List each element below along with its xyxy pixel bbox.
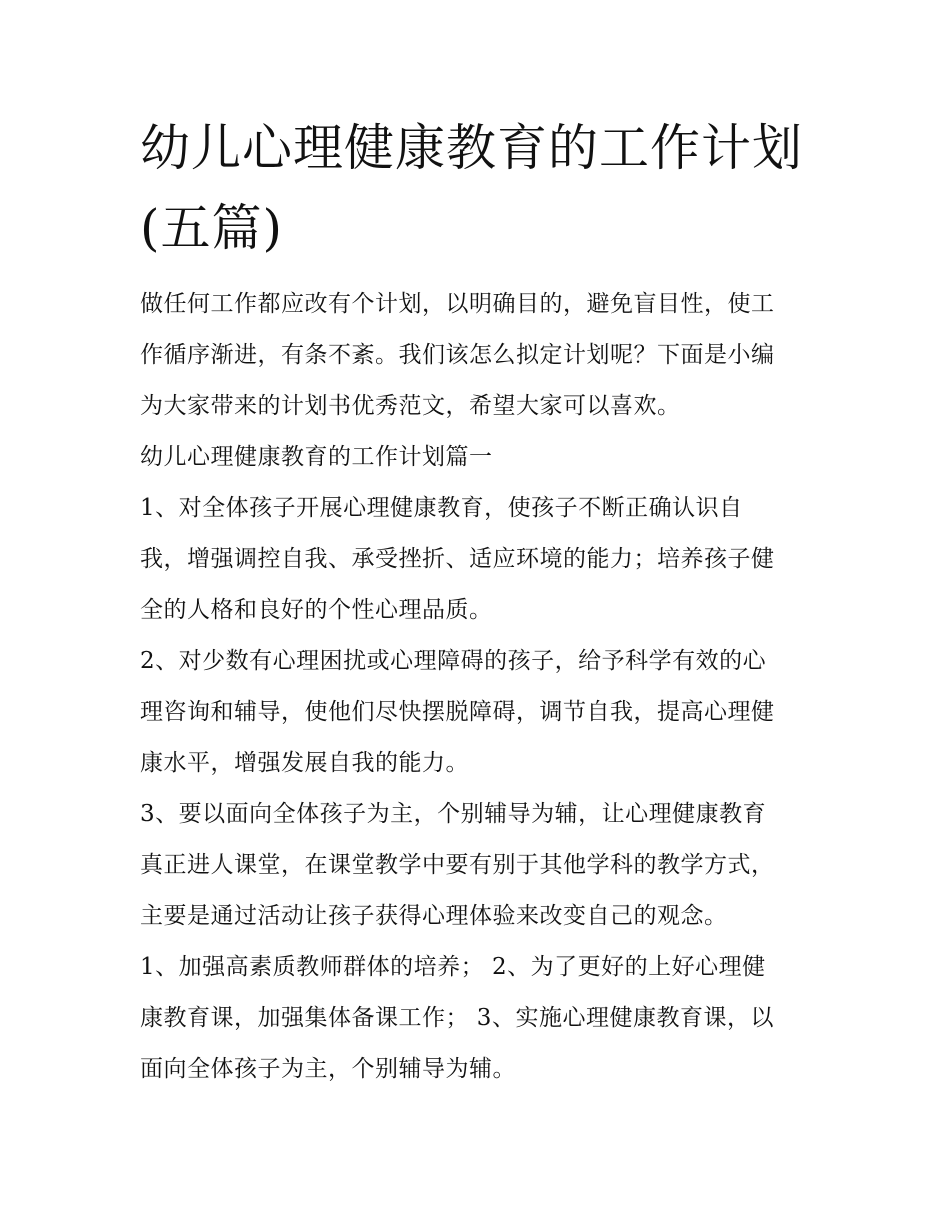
intro-line-1: 做任何工作都应改有个计划，以明确目的，避免盲目性，使工: [140, 291, 775, 317]
item-1-line-3: 全的人格和良好的个性心理品质。: [140, 597, 493, 623]
document-title: [140, 108, 820, 268]
item-2-line-3: 康水平，增强发展自我的能力。: [140, 750, 469, 776]
title-line-1: 幼儿心理健康教育的工作计划: [140, 119, 803, 177]
item-3-line-1: 3、要以面向全体孩子为主，个别辅导为辅，让心理健康教育: [140, 801, 767, 827]
measures-line-3: 面向全体孩子为主，个别辅导为辅。: [140, 1056, 516, 1082]
item-3-line-3: 主要是通过活动让孩子获得心理体验来改变自己的观念。: [140, 903, 728, 929]
item-1-line-1: 1、对全体孩子开展心理健康教育，使孩子不断正确认识自: [140, 495, 743, 521]
document-page: [140, 0, 820, 1229]
document-body: [140, 279, 820, 1095]
item-1-line-2: 我，增强调控自我、承受挫折、适应环境的能力；培养孩子健: [140, 546, 775, 572]
intro-line-2: 作循序渐进，有条不紊。我们该怎么拟定计划呢？下面是小编: [140, 342, 775, 368]
intro-line-3: 为大家带来的计划书优秀范文，希望大家可以喜欢。: [140, 393, 681, 419]
title-line-2: (五篇): [140, 199, 284, 257]
section-heading: 幼儿心理健康教育的工作计划篇一: [140, 444, 493, 470]
item-2-line-1: 2、对少数有心理困扰或心理障碍的孩子，给予科学有效的心: [140, 648, 767, 674]
item-3-line-2: 真正进人课堂，在课堂教学中要有别于其他学科的教学方式，: [140, 852, 775, 878]
measures-line-2: 康教育课，加强集体备课工作； 3、实施心理健康教育课，以: [140, 1005, 774, 1031]
measures-line-1: 1、加强高素质教师群体的培养； 2、为了更好的上好心理健: [140, 954, 766, 980]
item-2-line-2: 理咨询和辅导，使他们尽快摆脱障碍，调节自我，提高心理健: [140, 699, 775, 725]
